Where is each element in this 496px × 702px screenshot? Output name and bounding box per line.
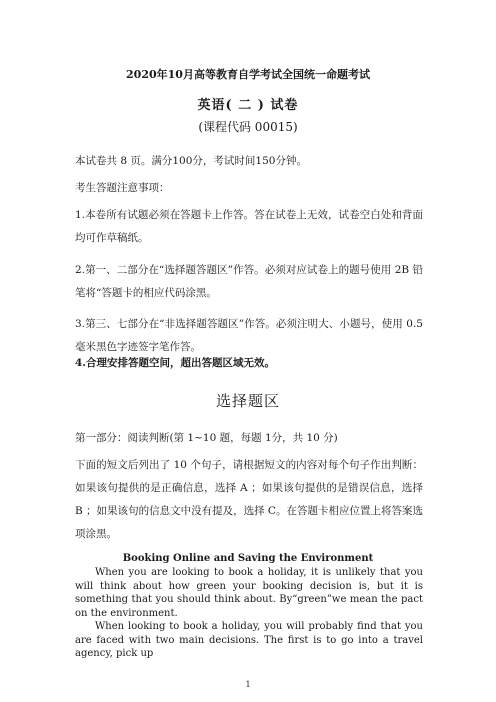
exam-info-line: 本试卷共 8 页。满分100分，考试时间150分钟。 xyxy=(75,155,307,167)
passage-title: Booking Online and Saving the Environment xyxy=(122,553,374,564)
note-2: 2.第一、二部分在“选择题答题区”作答。必须对应试卷上的题号使用 2B 铅笔将“答题卡的相应代码涂黑。 xyxy=(75,264,423,299)
note-1: 1.本卷所有试题必须在答题卡上作答。答在试卷上无效，试卷空白处和背面均可作草稿纸。 xyxy=(75,209,423,244)
page-number: 1 xyxy=(245,680,251,689)
course-code: (课程代码 00015) xyxy=(198,120,298,134)
note-3: 3.第三、七部分在“非选择题答题区”作答。必须注明大、小题号，使用 0.5 毫米黑色字迹签字笔作答。 xyxy=(75,318,423,353)
passage-paragraph-2: When looking to book a holiday, you will probably find that you are faced with two main decisions. The first is to go into a travel agency, pick up xyxy=(75,621,423,659)
notes-title: 考生答题注意事项： xyxy=(75,182,170,194)
part1-heading: 第一部分：阅读判断(第 1~10 题，每题 1分，共 10 分) xyxy=(75,432,338,444)
note-4: 4.合理安排答题空间，超出答题区域无效。 xyxy=(75,357,275,369)
section-title: 选择题区 xyxy=(215,392,280,410)
exam-header-line: 2020年10月高等教育自学考试全国统一命题考试 xyxy=(126,68,370,81)
passage-paragraph-1: When you are looking to book a holiday, it is unlikely that you will think about how green your booking decision is, but it is something that you should think about. By“green”we mean the pact on the environment. xyxy=(75,567,423,619)
part1-instructions: 下面的短文后列出了 10 个句子，请根据短文的内容对每个句子作出判断：如果该句提供的是正确信息，选择 A ；如果该句提供的是错误信息，选择 B ；如果该句的信息文中没有提及，选择 C。在答题卡相应位置上将答案选项涂黑。 xyxy=(75,459,423,540)
subject-title: 英语( 二 ) 试卷 xyxy=(197,98,299,113)
